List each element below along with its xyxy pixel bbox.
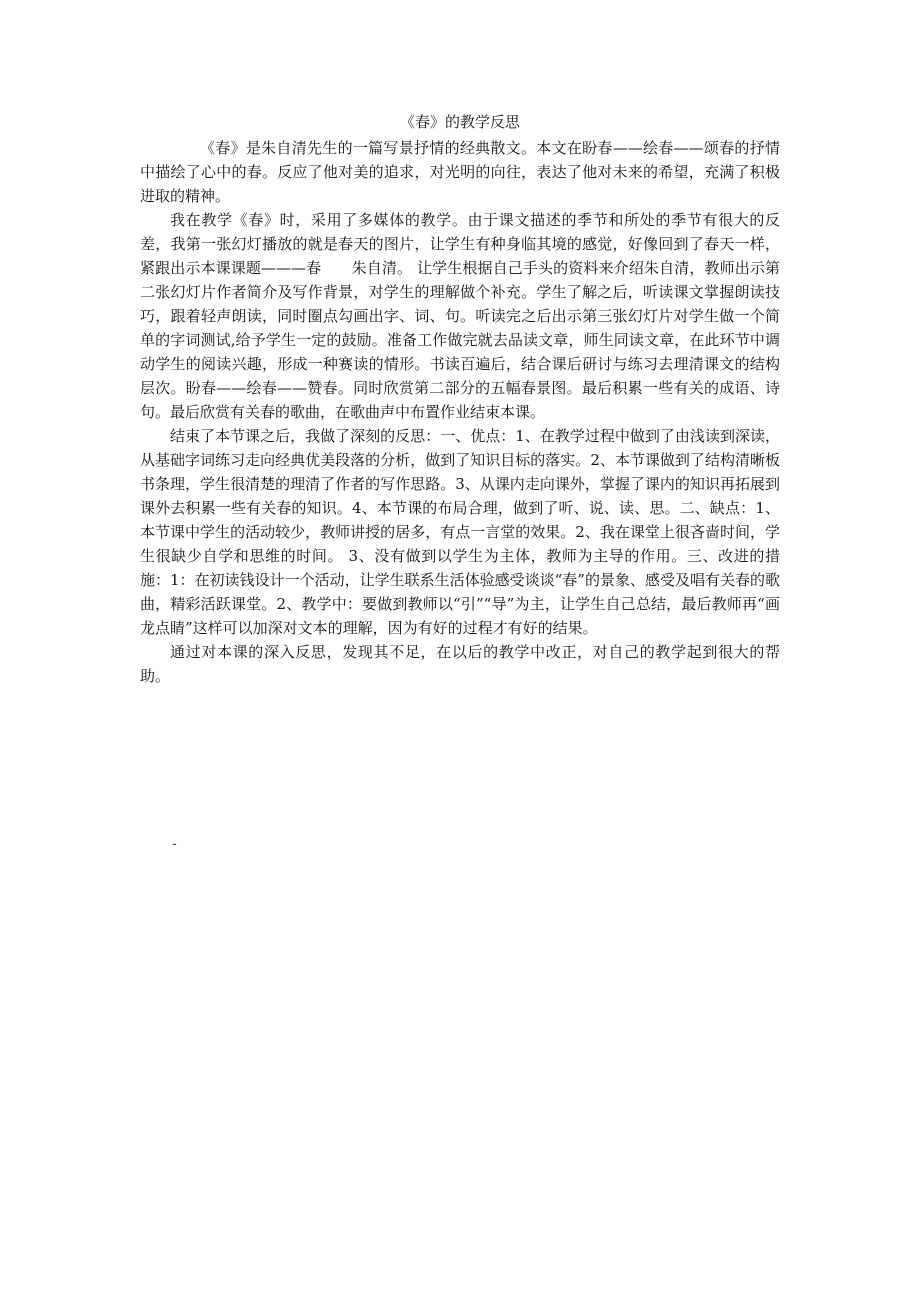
- document-title: 《春》的教学反思: [399, 113, 520, 131]
- footer-mark: -: [172, 836, 177, 852]
- document-body: [140, 136, 780, 688]
- paragraph-reflection: 结束了本节课之后，我做了深刻的反思：一、优点：1、在教学过程中做到了由浅读到深读，从基础字词练习走向经典优美段落的分析，做到了知识目标的落实。2、本节课做到了结构清晰板书条理，学生很清楚的理清了作者的写作思路。3、从课内走向课外，掌握了课内的知识再拓展到课外去积累一些有关春的知识。4、本节课的布局合理，做到了听、说、读、思。二、缺点：1、本节课中学生的活动较少，教师讲授的居多，有点一言堂的效果。2、我在课堂上很吝啬时间，学生很缺少自学和思维的时间。 3、没有做到以学生为主体，教师为主导的作用。三、改进的措施：1：在初读钱设计一个活动，让学生联系生活体验感受谈谈“春”的景象、感受及唱有关春的歌曲，精彩活跃课堂。2、教学中：要做到教师以“引”“导”为主，让学生自己总结，最后教师再“画龙点睛”这样可以加深对文本的理解，因为有好的过程才有好的结果。: [140, 427, 780, 637]
- paragraph-teaching-process: 我在教学《春》时，采用了多媒体的教学。由于课文描述的季节和所处的季节有很大的反差，我第一张幻灯播放的就是春天的图片，让学生有种身临其境的感觉，好像回到了春天一样，紧跟出示本课课题———春 朱自清。 让学生根据自己手头的资料来介绍朱自清，教师出示第二张幻灯片作者简介及写作背景，对学生的理解做个补充。学生了解之后，听读课文掌握朗读技巧，跟着轻声朗读，同时圈点勾画出字、词、句。听读完之后出示第三张幻灯片对学生做一个简单的字词测试,给予学生一定的鼓励。准备工作做完就去品读文章，师生同读文章，在此环节中调动学生的阅读兴趣，形成一种赛读的情形。书读百遍后，结合课后研讨与练习去理清课文的结构层次。盼春——绘春——赞春。同时欣赏第二部分的五幅春景图。最后积累一些有关的成语、诗句。最后欣赏有关春的歌曲，在歌曲声中布置作业结束本课。: [140, 211, 780, 421]
- paragraph-intro: 《春》是朱自清先生的一篇写景抒情的经典散文。本文在盼春——绘春——颂春的抒情中描绘了心中的春。反应了他对美的追求，对光明的向往，表达了他对未来的希望，充满了积极进取的精神。: [140, 139, 780, 205]
- paragraph-conclusion: 通过对本课的深入反思，发现其不足，在以后的教学中改正，对自己的教学起到很大的帮助。: [140, 643, 780, 685]
